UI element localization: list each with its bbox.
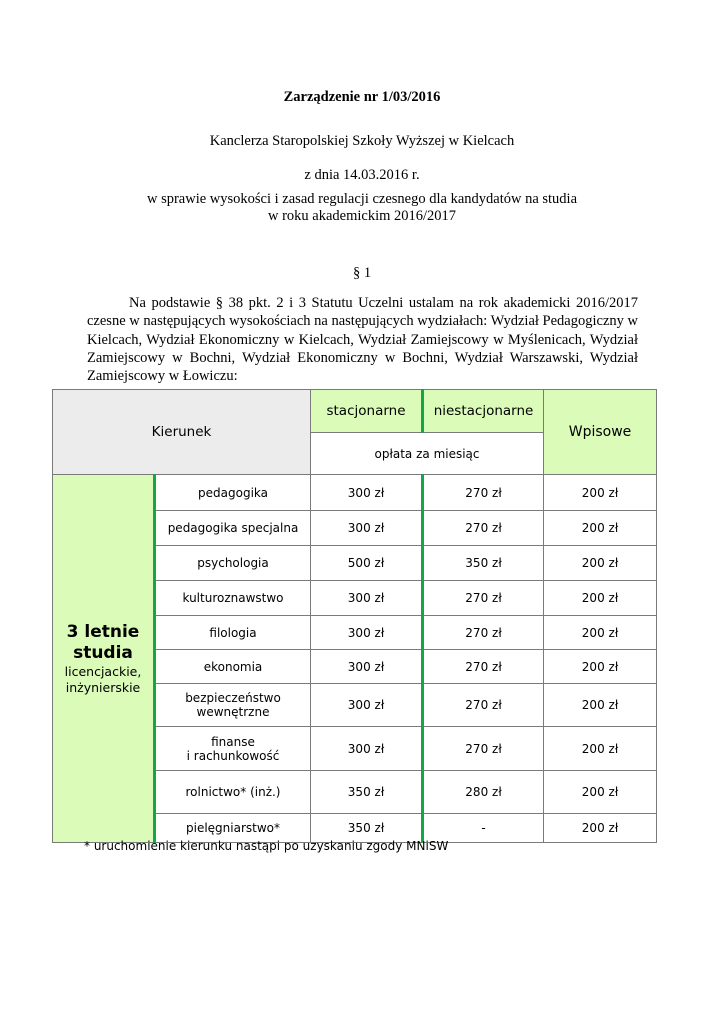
group-label-3: licencjackie,: [64, 663, 142, 679]
row-stacjonarne: 300 zł: [311, 684, 423, 727]
group-label-2: studia: [73, 642, 133, 663]
row-stacjonarne: 300 zł: [311, 650, 423, 684]
row-wpisowe: 200 zł: [544, 581, 657, 616]
header-stacjonarne: stacjonarne: [311, 390, 423, 433]
row-kierunek: filologia: [155, 616, 311, 650]
row-kierunek-line-2: i rachunkowość: [186, 748, 280, 763]
tuition-table: [52, 389, 657, 843]
row-stacjonarne: 300 zł: [311, 616, 423, 650]
document-title: Zarządzenie nr 1/03/2016: [283, 89, 441, 105]
row-kierunek: ekonomia: [155, 650, 311, 684]
row-kierunek: pedagogika: [155, 475, 311, 511]
header-oplata: opłata za miesiąc: [311, 433, 544, 475]
row-wpisowe: 200 zł: [544, 771, 657, 814]
row-niestacjonarne: 270 zł: [423, 581, 544, 616]
document-issuer: Kanclerza Staropolskiej Szkoły Wyższej w Kielcach: [209, 133, 515, 149]
row-kierunek-line-1: bezpieczeństwo: [185, 691, 281, 705]
row-stacjonarne: 350 zł: [311, 814, 423, 843]
paragraph-sign: § 1: [352, 265, 372, 281]
paragraph-body: Na podstawie § 38 pkt. 2 i 3 Statutu Uczelni ustalam na rok akademicki 2016/2017 czesne w następujących wysokościach na następujących wydziałach: Wydział Pedagogiczny w Kielcach, Wydział Ekonomiczny w Kielcach, Wydział Zamiejscowy w Myślenicach, Wydział Zamiejscowy w Bochni, Wydział Ekonomiczny w Bochni, Wydział Warszawski, Wydział Zamiejscowy w Łowiczu:: [87, 295, 638, 385]
row-stacjonarne: 300 zł: [311, 581, 423, 616]
header-niestacjonarne: niestacjonarne: [423, 390, 544, 433]
row-stacjonarne: 300 zł: [311, 727, 423, 771]
document-date: z dnia 14.03.2016 r.: [304, 167, 420, 183]
row-niestacjonarne: 270 zł: [423, 650, 544, 684]
row-wpisowe: 200 zł: [544, 650, 657, 684]
group-label-4: inżynierskie: [65, 679, 141, 695]
row-wpisowe: 200 zł: [544, 814, 657, 843]
row-niestacjonarne: 270 zł: [423, 616, 544, 650]
row-wpisowe: 200 zł: [544, 684, 657, 727]
row-stacjonarne: 500 zł: [311, 546, 423, 581]
row-wpisowe: 200 zł: [544, 546, 657, 581]
row-niestacjonarne: 350 zł: [423, 546, 544, 581]
row-wpisowe: 200 zł: [544, 727, 657, 771]
subject-line-2: w roku akademickim 2016/2017: [267, 208, 457, 224]
row-kierunek: pielęgniarstwo*: [155, 814, 311, 843]
row-niestacjonarne: 270 zł: [423, 684, 544, 727]
group-label-1: 3 letnie: [66, 621, 140, 642]
row-kierunek: [155, 727, 311, 771]
row-kierunek-line-1: finanse: [211, 734, 255, 749]
header-kierunek: Kierunek: [53, 390, 311, 475]
row-wpisowe: 200 zł: [544, 511, 657, 546]
document-subject: [0, 191, 724, 225]
table-header-row: [53, 390, 657, 433]
row-niestacjonarne: -: [423, 814, 544, 843]
row-niestacjonarne: 270 zł: [423, 727, 544, 771]
footnote: * uruchomienie kierunku nastąpi po uzyskaniu zgody MNiSW: [84, 839, 449, 853]
row-kierunek: psychologia: [155, 546, 311, 581]
row-niestacjonarne: 280 zł: [423, 771, 544, 814]
subject-line-1: w sprawie wysokości i zasad regulacji czesnego dla kandydatów na studia: [146, 191, 578, 207]
header-wpisowe: Wpisowe: [544, 390, 657, 475]
row-kierunek: kulturoznawstwo: [155, 581, 311, 616]
row-kierunek: rolnictwo* (inż.): [155, 771, 311, 814]
row-kierunek-line-2: wewnętrzne: [196, 705, 270, 719]
row-niestacjonarne: 270 zł: [423, 475, 544, 511]
row-wpisowe: 200 zł: [544, 616, 657, 650]
row-kierunek: pedagogika specjalna: [155, 511, 311, 546]
row-kierunek: [155, 684, 311, 727]
study-group-cell: [53, 475, 155, 843]
row-wpisowe: 200 zł: [544, 475, 657, 511]
row-stacjonarne: 350 zł: [311, 771, 423, 814]
row-stacjonarne: 300 zł: [311, 475, 423, 511]
row-niestacjonarne: 270 zł: [423, 511, 544, 546]
table-row: [53, 475, 657, 511]
row-stacjonarne: 300 zł: [311, 511, 423, 546]
